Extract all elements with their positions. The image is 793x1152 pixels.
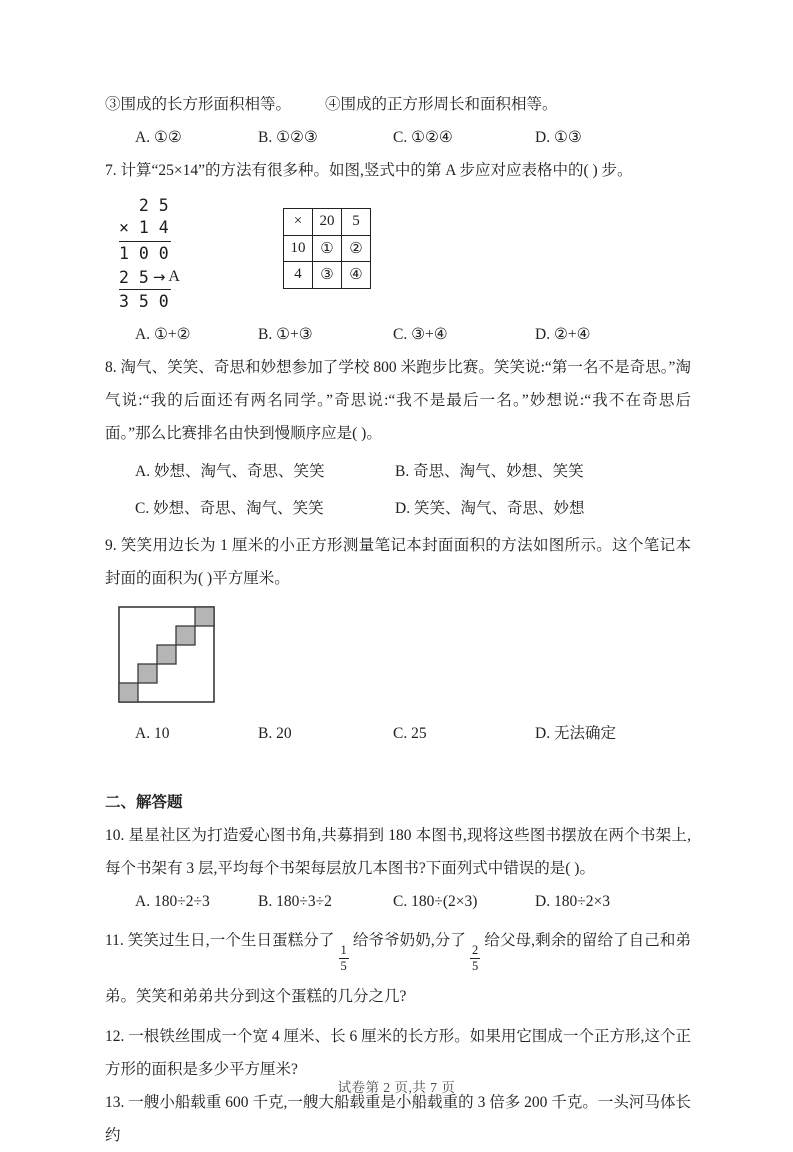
question-13-stem: 13. 一艘小船载重 600 千克,一艘大船载重是小船载重的 3 倍多 200 千克。一头河马体长约 [105, 1093, 691, 1144]
cell-step-4: ④ [342, 262, 371, 289]
question-9-figure [117, 605, 691, 709]
cell-5: 5 [342, 209, 371, 236]
option-d: D. ①③ [535, 129, 582, 146]
question-6-continuation [105, 88, 691, 121]
multiplication-grid-table [283, 208, 371, 289]
question-9-options-row [105, 717, 691, 750]
arrow-right-icon: → [152, 268, 165, 286]
fraction-numerator: 2 [472, 943, 479, 957]
question-10-stem: 10. 星星社区为打造爱心图书角,共募捐到 180 本图书,现将这些图书摆放在两个书架上,每个书架有 3 层,平均每个书架每层放几本图书?下面列式中错误的是( )。 [105, 827, 691, 877]
table-row [284, 262, 371, 289]
option-c: C. 180÷(2×3) [393, 893, 478, 910]
question-8-stem: 8. 淘气、笑笑、奇思和妙想参加了学校 800 米跑步比赛。笑笑说:“第一名不是奇思。”淘气说:“我的后面还有两名同学。”奇思说:“我不是最后一名。”妙想说:“我不在奇思后面。”那么比赛排名由快到慢顺序应是( )。 [105, 359, 691, 442]
cell-step-2: ② [342, 235, 371, 262]
cell-step-1: ① [313, 235, 342, 262]
fraction-two-fifths [470, 943, 480, 974]
table-row [284, 235, 371, 262]
cell-10: 10 [284, 235, 313, 262]
fraction-denominator: 5 [340, 959, 347, 974]
fraction-denominator: 5 [472, 959, 479, 974]
vm-partial-2-digits: 2 5 [119, 267, 149, 287]
option-d: D. 无法确定 [535, 725, 616, 742]
option-a: A. ①+② [135, 326, 191, 343]
question-12-stem: 12. 一根铁丝围成一个宽 4 厘米、长 6 厘米的长方形。如果用它围成一个正方形,这个正方形的面积是多少平方厘米? [105, 1027, 691, 1078]
page-footer: 试卷第 2 页,共 7 页 [337, 1080, 456, 1095]
option-b: B. ①+③ [258, 326, 313, 343]
table-row [284, 209, 371, 236]
question-6-options-row [105, 121, 691, 154]
question-11-stem [105, 918, 691, 1020]
question-7-stem: 7. 计算“25×14”的方法有很多种。如图,竖式中的第 A 步应对应表格中的( ) 步。 [105, 162, 633, 179]
question-8-options-grid [105, 453, 691, 527]
q11-text-1: 11. 笑笑过生日,一个生日蛋糕分了 [105, 932, 335, 949]
vm-final-product: 3 5 0 [119, 292, 169, 311]
option-b: B. 20 [258, 725, 292, 742]
cell-step-3: ③ [313, 262, 342, 289]
cell-4: 4 [284, 262, 313, 289]
vm-multiplicand: 2 5 [119, 196, 169, 215]
option-b: B. 奇思、淘气、妙想、笑笑 [395, 463, 584, 480]
question-10-options-row [105, 885, 691, 918]
fraction-numerator: 1 [340, 943, 347, 957]
vm-rule-2 [119, 289, 171, 290]
question-7-options-row [105, 318, 691, 351]
section-2-header: 二、解答题 [105, 794, 183, 811]
option-d: D. ②+④ [535, 326, 591, 343]
vm-multiplier: × 1 4 [119, 218, 169, 237]
vm-rule-1 [119, 241, 171, 242]
vm-partial-product-2 [119, 266, 239, 288]
option-d: D. 180÷2×3 [535, 893, 610, 910]
vertical-multiplication [119, 194, 239, 314]
option-a: A. 10 [135, 725, 170, 742]
option-b: B. ①②③ [258, 129, 318, 146]
cell-20: 20 [313, 209, 342, 236]
staircase-squares-diagram [117, 605, 217, 705]
cell-operator: × [284, 209, 313, 236]
option-b: B. 180÷3÷2 [258, 893, 332, 910]
option-c: C. 25 [393, 725, 427, 742]
page-content [105, 88, 691, 1152]
vm-partial-product-1: 1 0 0 [119, 244, 169, 263]
option-a: A. ①② [135, 129, 182, 146]
option-c: C. 妙想、奇思、淘气、笑笑 [135, 500, 324, 517]
q6-statement-4: ④围成的正方形周长和面积相等。 [325, 96, 558, 113]
fraction-one-fifth [339, 943, 349, 974]
option-d: D. 笑笑、淘气、奇思、妙想 [395, 500, 585, 517]
option-c: C. ①②④ [393, 129, 453, 146]
option-a: A. 妙想、淘气、奇思、笑笑 [135, 463, 325, 480]
q6-statement-3: ③围成的长方形面积相等。 [105, 96, 292, 113]
option-c: C. ③+④ [393, 326, 448, 343]
option-a: A. 180÷2÷3 [135, 893, 210, 910]
question-7-figure [119, 194, 691, 312]
question-9-stem: 9. 笑笑用边长为 1 厘米的小正方形测量笔记本封面面积的方法如图所示。这个笔记本封面的面积为( )平方厘米。 [105, 537, 691, 587]
vm-step-a-label: A [168, 268, 180, 285]
q11-text-3: 给父母,剩余的留给了自己和弟弟。笑笑和弟弟共分到这个蛋糕的几分之几? [105, 932, 691, 1005]
q11-text-2: 给爷爷奶奶,分了 [352, 932, 466, 949]
